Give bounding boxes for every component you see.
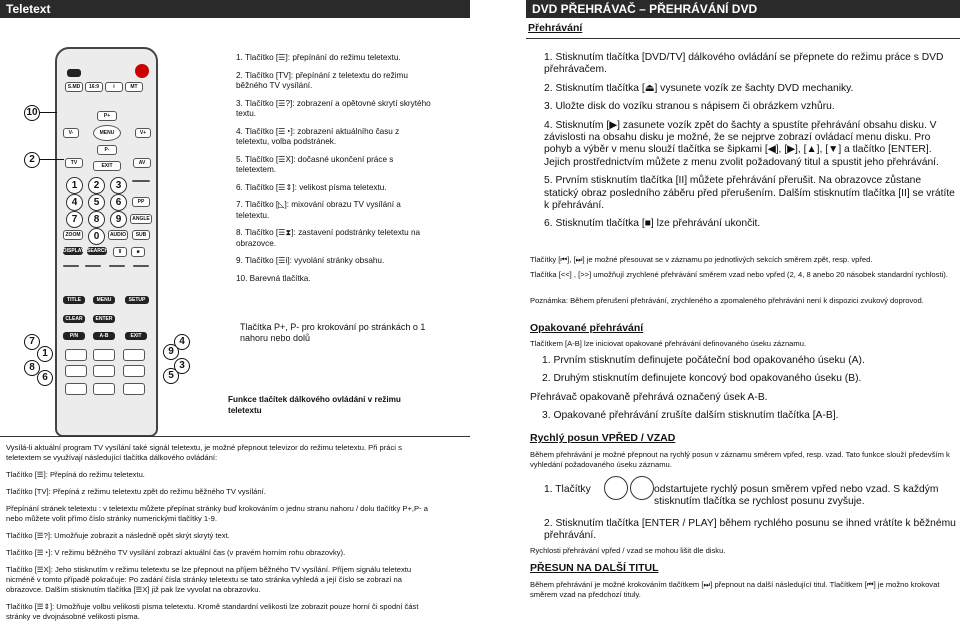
remote-tp1	[63, 265, 79, 267]
remote-pp-button: PP	[132, 197, 150, 207]
remote-clear-button: CLEAR	[63, 315, 85, 323]
tt-item-10: 10. Barevná tlačítka.	[236, 273, 311, 283]
tt-item-5: 5. Tlačítko [☰X]: dočasné ukončení práce s teletextem.	[236, 154, 394, 174]
remote-mute-button	[67, 69, 81, 77]
tt-desc-1: Tlačítko [☰]: Přepíná do režimu teletextu.	[6, 470, 145, 479]
remote-tt-key-2	[93, 349, 115, 361]
remote-tt-key-3	[123, 349, 145, 361]
callout-6: 6	[37, 370, 53, 386]
remote-title-button: TITLE	[63, 296, 85, 304]
callout-2-leader	[39, 159, 64, 160]
remote-menu-button: MENU	[93, 125, 121, 141]
remote-info-button: i	[105, 82, 123, 92]
tt-item-7: 7. Tlačítko [◺]: mixování obrazu TV vysílání a teletextu.	[236, 200, 401, 220]
repeat-title: Opakované přehrávání	[530, 322, 644, 334]
teletext-description	[6, 443, 434, 622]
callout-2: 2	[24, 152, 40, 168]
remote-vminus-button: V-	[63, 128, 79, 138]
remote-stop-button: ■	[131, 247, 145, 257]
remote-audio-button: AUDIO	[109, 232, 127, 238]
remote-control	[55, 47, 158, 437]
remote-exit-button: EXIT	[93, 161, 121, 171]
remote-enter-button: ENTER	[93, 315, 115, 323]
prehravani-title: Přehrávání	[528, 22, 583, 34]
remote-tt-key-8	[93, 383, 115, 395]
remote-sub-button: SUB	[132, 230, 150, 240]
fast-steps	[544, 484, 956, 543]
remote-tt-key-9	[123, 383, 145, 395]
remote-key-3: 3	[110, 177, 127, 194]
remote-pplus-button: P+	[97, 111, 117, 121]
tt-desc-2: Tlačítko [TV]: Přepíná z režimu teletextu zpět do režimu běžného TV vysílání.	[6, 487, 266, 496]
remote-tp2	[85, 265, 101, 267]
callout-10: 10	[24, 105, 40, 121]
tt-desc-6: Tlačítko [☰X]: Jeho stisknutím v režimu teletextu se lze přepnout na příjem běžného TV vysílání. Příjem signálu teletextu nicméně v tomto případě pokračuje: Po zadání čísla stránky teletextu se tato stránka vyhledá a její číslo se zobrazí na obrazovce. Dalším stisknutím tlačítka [☰X] již pak lze vyvolat na obrazovku.	[6, 565, 412, 594]
next-text: Během přehrávání je možné krokováním tlačítkem [⏭] přepnout na další následující titul. Tlačítkem [⏮] je možno krokovat směrem vzad na předchozí tituly.	[530, 580, 940, 599]
remote-ratio-button: 16:9	[85, 82, 103, 92]
fast-step-1-lead: 1. Tlačítky	[544, 484, 591, 495]
tt-item-9: 9. Tlačítko [☰i]: vyvolání stránky obsahu.	[236, 256, 385, 265]
fast-step-2: 2. Stisknutím tlačítka [ENTER / PLAY] během rychlého posunu se ihned vrátíte k běžnému přehrávání.	[544, 518, 956, 542]
teletext-button-list	[236, 53, 432, 284]
repeat-steps	[530, 355, 956, 423]
remote-setup-button: SETUP	[125, 296, 149, 304]
tt-item-4: 4. Tlačítko [☰◔]: zobrazení aktuálního času z teletextu, volba podstránek.	[236, 126, 400, 146]
remote-tt-key-1	[65, 349, 87, 361]
remote-zoom-button: ZOOM	[63, 230, 83, 240]
note-text: Poznámka: Během přerušení přehrávání, zrychleného a zpomaleného přehrávání není k dispozici zvukový doprovod.	[530, 296, 924, 305]
fast-note: Rychlosti přehrávání vpřed / vzad se mohou lišit dle disku.	[530, 546, 726, 555]
callout-7: 7	[24, 334, 40, 350]
remote-key-1: 1	[66, 177, 83, 194]
remote-tp4	[133, 265, 149, 267]
remote-tt-key-7	[65, 383, 87, 395]
remote-search-button: SEARCH	[87, 248, 109, 254]
play-step-6: 6. Stisknutím tlačítka [■] lze přehrávání ukončit.	[544, 218, 761, 230]
remote-key-2: 2	[88, 177, 105, 194]
remote-ab-button: A-B	[93, 332, 115, 340]
right-header: DVD PŘEHRÁVAČ – PŘEHRÁVÁNÍ DVD	[526, 0, 960, 18]
remote-smd-button: S.MD	[65, 82, 83, 92]
remote-key-4: 4	[66, 194, 83, 211]
remote-av-button: AV	[133, 158, 151, 168]
remote-exit2-button: EXIT	[125, 332, 147, 340]
remote-display-button: DISPLAY	[63, 248, 85, 254]
remote-key-6: 6	[110, 194, 127, 211]
tt-item-3: 3. Tlačítko [☰?]: zobrazení a opětovné skrytí skrytého textu.	[236, 98, 431, 118]
tt-desc-3: Přepínání stránek teletextu : v teletextu můžete přepínat stránky buď krokováním o jednu stranu nahoru / dolu tlačítky P+,P- a nebo můžete volit přímo číslo stránky numerickými tlačítky 1-9.	[6, 504, 428, 523]
callout-10-leader	[39, 112, 57, 113]
remote-tp3	[109, 265, 125, 267]
remote-key-0: 0	[88, 228, 105, 245]
callout-9: 9	[163, 344, 179, 360]
remote-tt-key-4	[65, 365, 87, 377]
remote-tv-button: TV	[65, 158, 83, 168]
repeat-step-2: 2. Druhým stisknutím definujete koncový bod opakovaného úseku (B).	[542, 373, 862, 385]
left-header: Teletext	[0, 0, 470, 18]
callout-5: 5	[163, 368, 179, 384]
fast-text: Tlačítka [<<] , [>>] umožňují zrychlené přehrávání směrem vzad nebo vpřed (2, 4, 8 anebo 20 násobek standardní rychlosti).	[530, 270, 948, 279]
tt-pp-note: Tlačítka P+, P- pro krokování po stránkách o 1 nahoru nebo dolů	[240, 322, 426, 343]
callout-8: 8	[24, 360, 40, 376]
remote-key-8: 8	[88, 211, 105, 228]
callout-1: 1	[37, 346, 53, 362]
remote-pause-button: II	[113, 247, 127, 257]
remote-tt-key-5	[93, 365, 115, 377]
next-title: PŘESUN NA DALŠÍ TITUL	[530, 562, 659, 574]
play-step-4: 4. Stisknutím [▶] zasunete vozík zpět do šachty a spustíte přehrávání obsahu disku. V závislosti na obsahu disku je možné, že se nejprve zobrazí ovládací menu disku. Pro pohyb a výběr v menu slouží tlačítka se šipkami [◀], [▶], [▲], [▼] a tlačítko [ENTER]. Jejich prostřednictvím můžete z menu zvolit požadovaný titul a spustit jeho přehrávání.	[544, 119, 939, 168]
remote-side-key-1	[132, 180, 150, 182]
tt-item-8: 8. Tlačítko [☰⧗]: zastavení podstránky teletextu na obrazovce.	[236, 228, 421, 248]
fast-step-1-text: odstartujete rychlý posun směrem vpřed nebo vzad. S každým stisknutím tlačítka se rychlost posunu zvyšuje.	[654, 484, 939, 508]
remote-pminus-button: P-	[97, 145, 117, 155]
play-step-5: 5. Prvním stisknutím tlačítka [II] můžete přehrávání přerušit. Na obrazovce zůstane statický obraz posledního záběru před přerušením. Dalším stisknutím tlačítka [II] se vrátíte k přehrávání.	[544, 175, 955, 212]
right-divider	[526, 38, 960, 39]
fast-title: Rychlý posun VPŘED / VZAD	[530, 432, 676, 444]
remote-vplus-button: V+	[135, 128, 151, 138]
remote-mt-button: MT	[125, 82, 143, 92]
remote-pn-button: P/N	[63, 332, 85, 340]
remote-key-5: 5	[88, 194, 105, 211]
callout-4: 4	[174, 334, 190, 350]
repeat-intro: Tlačítkem [A-B] lze iniciovat opakované přehrávání definovaného úseku záznamu.	[530, 339, 807, 348]
callout-3: 3	[174, 358, 190, 374]
tt-desc-4: Tlačítko [☰?]: Umožňuje zobrazit a následně opět skrýt skrytý text.	[6, 531, 230, 540]
play-steps	[544, 52, 956, 231]
repeat-note: Přehrávač opakovaně přehrává označený úsek A-B.	[530, 391, 768, 403]
play-step-1: 1. Stisknutím tlačítka [DVD/TV] dálkového ovládání se přepnete do režimu práce s DVD přehrávačem.	[544, 52, 944, 76]
tt-item-2: 2. Tlačítko [TV]: přepínání z teletextu do režimu běžného TV vysílání.	[236, 70, 408, 90]
play-step-2: 2. Stisknutím tlačítka [⏏] vysunete vozík ze šachty DVD mechaniky.	[544, 82, 854, 94]
tt-item-6: 6. Tlačítko [☰⇕]: velikost písma teletextu.	[236, 182, 387, 192]
tt-desc-5: Tlačítko [☰◔]: V režimu běžného TV vysílání zobrazí aktuální čas (v pravém horním rohu obrazovky).	[6, 548, 346, 557]
remote-angle-button: ANGLE	[130, 214, 152, 224]
repeat-step-3: 3. Opakované přehrávání zrušíte dalším stisknutím tlačítka [A-B].	[542, 410, 839, 422]
remote-power-button	[135, 64, 149, 78]
tt-desc-7: Tlačítko [☰⇕]: Umožňuje volbu velikosti písma teletextu. Kromě standardní velikosti lze zobrazit pouze horní či spodní část stránky ve dvojnásobné velikosti písma.	[6, 602, 419, 621]
tt-intro: Vysílá-li aktuální program TV vysílání také signál teletextu, je možné přepnout televizor do režimu teletextu. Při práci s teletextem se využívají následující tlačítka dálkového ovládání:	[6, 443, 402, 462]
play-step-3: 3. Uložte disk do vozíku stranou s nápisem či obrázkem vzhůru.	[544, 101, 835, 113]
remote-key-7: 7	[66, 211, 83, 228]
remote-key-9: 9	[110, 211, 127, 228]
forward-round-icon	[630, 476, 654, 500]
function-caption: Funkce tlačítek dálkového ovládání v režimu teletextu	[228, 395, 401, 415]
tt-item-1: 1. Tlačítko [☰]: přepínání do režimu teletextu.	[236, 53, 401, 62]
fast-intro: Během přehrávání je možné přepnout na rychlý posun v záznamu směrem vpřed, resp. vzad. Tato funkce slouží především k vyhledání požadovaného úseku záznamu.	[530, 450, 950, 469]
left-divider	[0, 436, 470, 437]
skip-text: Tlačítky [⏮], [⏭] je možné přesouvat se v záznamu po jednotlivých sekcích směrem zpět, resp. vpřed.	[530, 255, 873, 264]
remote-menu2-button: MENU	[93, 296, 115, 304]
remote-tt-key-6	[123, 365, 145, 377]
rewind-round-icon	[604, 476, 628, 500]
repeat-step-1: 1. Prvním stisknutím definujete počáteční bod opakovaného úseku (A).	[542, 355, 865, 366]
